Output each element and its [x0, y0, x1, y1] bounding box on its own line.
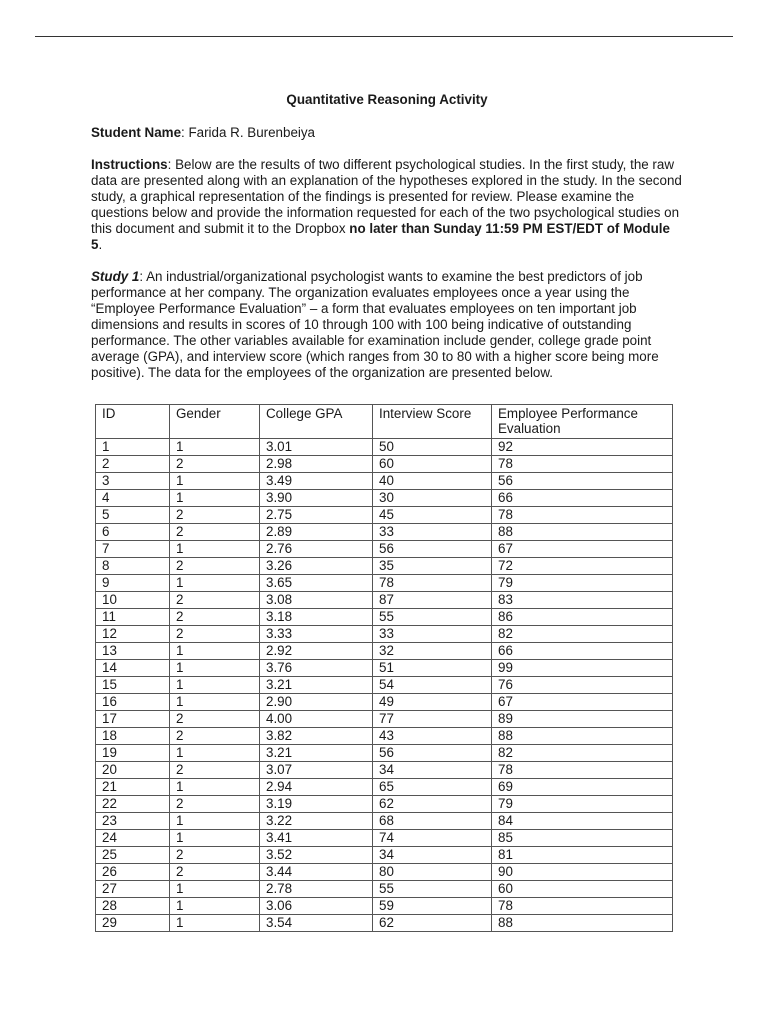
cell-interview-score: 65 [373, 779, 492, 796]
cell-gender: 2 [170, 558, 260, 575]
cell-performance-evaluation: 86 [492, 609, 673, 626]
table-row [96, 643, 673, 660]
header-interview-score: Interview Score [373, 405, 492, 439]
cell-gender: 1 [170, 473, 260, 490]
cell-college-gpa: 3.18 [260, 609, 373, 626]
table-row [96, 779, 673, 796]
cell-gender: 1 [170, 677, 260, 694]
cell-interview-score: 59 [373, 898, 492, 915]
table-row [96, 609, 673, 626]
cell-interview-score: 40 [373, 473, 492, 490]
cell-id: 25 [96, 847, 170, 864]
cell-college-gpa: 2.78 [260, 881, 373, 898]
cell-id: 6 [96, 524, 170, 541]
document-title: Quantitative Reasoning Activity [286, 92, 488, 107]
cell-college-gpa: 2.98 [260, 456, 373, 473]
cell-interview-score: 56 [373, 745, 492, 762]
cell-id: 5 [96, 507, 170, 524]
cell-college-gpa: 2.94 [260, 779, 373, 796]
cell-gender: 2 [170, 864, 260, 881]
instructions-text: : Below are the results of two different psychological studies. In the first study, the raw data are presented along with an explanation of the hypotheses explored in the study. In the second study, a graphical representation of the findings is presented for review. Please examine the questions below and provide the information requested for each of the two psychological studies on this document and submit it to the Dropbox [91, 157, 682, 236]
header-college-gpa: College GPA [260, 405, 373, 439]
study1-text: : An industrial/organizational psychologist wants to examine the best predictors of job performance at her company. The organization evaluates employees once a year using the “Employee Performance Evaluation” – a form that evaluates employees on ten important job dimensions and results in scores of 10 through 100 with 100 being indicative of outstanding performance. The other variables available for examination include gender, college grade point average (GPA), and interview score (which ranges from 30 to 80 with a higher score being more positive). The data for the employees of the organization are presented below. [91, 269, 659, 380]
cell-college-gpa: 3.44 [260, 864, 373, 881]
cell-performance-evaluation: 88 [492, 524, 673, 541]
cell-performance-evaluation: 72 [492, 558, 673, 575]
table-row [96, 558, 673, 575]
cell-gender: 2 [170, 507, 260, 524]
cell-id: 26 [96, 864, 170, 881]
study1-paragraph [91, 269, 683, 381]
cell-gender: 1 [170, 813, 260, 830]
cell-gender: 1 [170, 898, 260, 915]
cell-performance-evaluation: 60 [492, 881, 673, 898]
table-row [96, 694, 673, 711]
cell-interview-score: 33 [373, 524, 492, 541]
cell-college-gpa: 3.82 [260, 728, 373, 745]
table-row [96, 830, 673, 847]
cell-college-gpa: 3.54 [260, 915, 373, 932]
instructions-end: . [98, 237, 103, 252]
cell-interview-score: 77 [373, 711, 492, 728]
cell-id: 9 [96, 575, 170, 592]
cell-college-gpa: 3.01 [260, 439, 373, 456]
cell-college-gpa: 2.75 [260, 507, 373, 524]
cell-gender: 1 [170, 660, 260, 677]
cell-id: 21 [96, 779, 170, 796]
cell-gender: 1 [170, 745, 260, 762]
cell-gender: 2 [170, 524, 260, 541]
table-row [96, 881, 673, 898]
cell-id: 18 [96, 728, 170, 745]
cell-performance-evaluation: 82 [492, 745, 673, 762]
document-body [91, 91, 683, 397]
cell-performance-evaluation: 85 [492, 830, 673, 847]
table-row [96, 745, 673, 762]
cell-interview-score: 32 [373, 643, 492, 660]
cell-college-gpa: 2.89 [260, 524, 373, 541]
header-employee-performance-evaluation: Employee Performance Evaluation [492, 405, 673, 439]
cell-interview-score: 50 [373, 439, 492, 456]
header-rule [35, 36, 733, 37]
table-row [96, 626, 673, 643]
cell-performance-evaluation: 82 [492, 626, 673, 643]
cell-id: 13 [96, 643, 170, 660]
table-body [96, 439, 673, 932]
student-name-line [91, 125, 683, 141]
cell-performance-evaluation: 81 [492, 847, 673, 864]
cell-performance-evaluation: 67 [492, 541, 673, 558]
cell-college-gpa: 3.65 [260, 575, 373, 592]
cell-interview-score: 30 [373, 490, 492, 507]
cell-id: 27 [96, 881, 170, 898]
table-row [96, 847, 673, 864]
cell-interview-score: 68 [373, 813, 492, 830]
cell-performance-evaluation: 76 [492, 677, 673, 694]
cell-interview-score: 62 [373, 796, 492, 813]
cell-college-gpa: 3.21 [260, 745, 373, 762]
cell-college-gpa: 2.90 [260, 694, 373, 711]
cell-college-gpa: 3.90 [260, 490, 373, 507]
cell-performance-evaluation: 56 [492, 473, 673, 490]
table-row [96, 813, 673, 830]
cell-interview-score: 43 [373, 728, 492, 745]
student-name-value: : Farida R. Burenbeiya [181, 125, 316, 140]
table-row [96, 473, 673, 490]
cell-gender: 1 [170, 830, 260, 847]
cell-performance-evaluation: 92 [492, 439, 673, 456]
table-row [96, 728, 673, 745]
cell-performance-evaluation: 84 [492, 813, 673, 830]
table-header-row [96, 405, 673, 439]
cell-interview-score: 62 [373, 915, 492, 932]
cell-id: 7 [96, 541, 170, 558]
cell-college-gpa: 4.00 [260, 711, 373, 728]
cell-interview-score: 35 [373, 558, 492, 575]
cell-id: 8 [96, 558, 170, 575]
cell-gender: 2 [170, 762, 260, 779]
cell-gender: 1 [170, 643, 260, 660]
cell-id: 20 [96, 762, 170, 779]
cell-id: 4 [96, 490, 170, 507]
table-row [96, 677, 673, 694]
cell-id: 2 [96, 456, 170, 473]
cell-college-gpa: 3.76 [260, 660, 373, 677]
instructions-paragraph [91, 157, 683, 253]
cell-performance-evaluation: 79 [492, 796, 673, 813]
cell-college-gpa: 2.76 [260, 541, 373, 558]
cell-gender: 2 [170, 626, 260, 643]
cell-id: 24 [96, 830, 170, 847]
table-row [96, 490, 673, 507]
cell-id: 11 [96, 609, 170, 626]
table-row [96, 898, 673, 915]
cell-id: 3 [96, 473, 170, 490]
cell-gender: 1 [170, 881, 260, 898]
cell-gender: 2 [170, 711, 260, 728]
cell-gender: 1 [170, 915, 260, 932]
cell-id: 1 [96, 439, 170, 456]
cell-gender: 2 [170, 796, 260, 813]
table-row [96, 541, 673, 558]
table-row [96, 456, 673, 473]
cell-interview-score: 56 [373, 541, 492, 558]
instructions-deadline: no later than Sunday 11:59 PM EST/EDT of Module 5 [91, 221, 670, 252]
cell-gender: 1 [170, 694, 260, 711]
cell-performance-evaluation: 78 [492, 507, 673, 524]
cell-id: 22 [96, 796, 170, 813]
cell-id: 29 [96, 915, 170, 932]
cell-performance-evaluation: 83 [492, 592, 673, 609]
cell-id: 23 [96, 813, 170, 830]
cell-college-gpa: 2.92 [260, 643, 373, 660]
cell-interview-score: 55 [373, 609, 492, 626]
study1-label: Study 1 [91, 269, 140, 284]
cell-college-gpa: 3.08 [260, 592, 373, 609]
cell-interview-score: 78 [373, 575, 492, 592]
cell-gender: 2 [170, 609, 260, 626]
cell-interview-score: 51 [373, 660, 492, 677]
cell-interview-score: 33 [373, 626, 492, 643]
cell-interview-score: 49 [373, 694, 492, 711]
instructions-label: Instructions [91, 157, 168, 172]
cell-performance-evaluation: 89 [492, 711, 673, 728]
study1-data-table [95, 404, 673, 932]
cell-college-gpa: 3.26 [260, 558, 373, 575]
cell-interview-score: 74 [373, 830, 492, 847]
cell-gender: 1 [170, 490, 260, 507]
cell-performance-evaluation: 99 [492, 660, 673, 677]
header-gender: Gender [170, 405, 260, 439]
cell-performance-evaluation: 66 [492, 490, 673, 507]
cell-college-gpa: 3.33 [260, 626, 373, 643]
cell-performance-evaluation: 78 [492, 898, 673, 915]
cell-college-gpa: 3.19 [260, 796, 373, 813]
cell-college-gpa: 3.41 [260, 830, 373, 847]
table-row [96, 762, 673, 779]
cell-performance-evaluation: 88 [492, 915, 673, 932]
cell-performance-evaluation: 67 [492, 694, 673, 711]
cell-id: 12 [96, 626, 170, 643]
cell-interview-score: 34 [373, 762, 492, 779]
cell-college-gpa: 3.21 [260, 677, 373, 694]
cell-id: 28 [96, 898, 170, 915]
cell-college-gpa: 3.49 [260, 473, 373, 490]
cell-performance-evaluation: 90 [492, 864, 673, 881]
cell-college-gpa: 3.22 [260, 813, 373, 830]
table-row [96, 507, 673, 524]
table-row [96, 439, 673, 456]
cell-id: 15 [96, 677, 170, 694]
table-row [96, 915, 673, 932]
cell-performance-evaluation: 69 [492, 779, 673, 796]
table-row [96, 711, 673, 728]
cell-interview-score: 60 [373, 456, 492, 473]
cell-id: 17 [96, 711, 170, 728]
cell-id: 14 [96, 660, 170, 677]
table-row [96, 575, 673, 592]
table-row [96, 864, 673, 881]
student-name-label: Student Name [91, 125, 182, 140]
cell-gender: 1 [170, 575, 260, 592]
cell-gender: 2 [170, 847, 260, 864]
cell-interview-score: 87 [373, 592, 492, 609]
table-row [96, 524, 673, 541]
cell-performance-evaluation: 88 [492, 728, 673, 745]
header-id: ID [96, 405, 170, 439]
cell-college-gpa: 3.07 [260, 762, 373, 779]
cell-interview-score: 55 [373, 881, 492, 898]
table-row [96, 592, 673, 609]
cell-gender: 1 [170, 439, 260, 456]
cell-gender: 1 [170, 779, 260, 796]
table-row [96, 660, 673, 677]
cell-gender: 1 [170, 541, 260, 558]
cell-performance-evaluation: 79 [492, 575, 673, 592]
cell-college-gpa: 3.52 [260, 847, 373, 864]
cell-id: 16 [96, 694, 170, 711]
cell-gender: 2 [170, 456, 260, 473]
cell-college-gpa: 3.06 [260, 898, 373, 915]
table-row [96, 796, 673, 813]
cell-interview-score: 54 [373, 677, 492, 694]
cell-performance-evaluation: 66 [492, 643, 673, 660]
cell-interview-score: 80 [373, 864, 492, 881]
cell-interview-score: 34 [373, 847, 492, 864]
cell-gender: 2 [170, 592, 260, 609]
cell-performance-evaluation: 78 [492, 762, 673, 779]
cell-interview-score: 45 [373, 507, 492, 524]
cell-performance-evaluation: 78 [492, 456, 673, 473]
cell-id: 10 [96, 592, 170, 609]
cell-gender: 2 [170, 728, 260, 745]
cell-id: 19 [96, 745, 170, 762]
